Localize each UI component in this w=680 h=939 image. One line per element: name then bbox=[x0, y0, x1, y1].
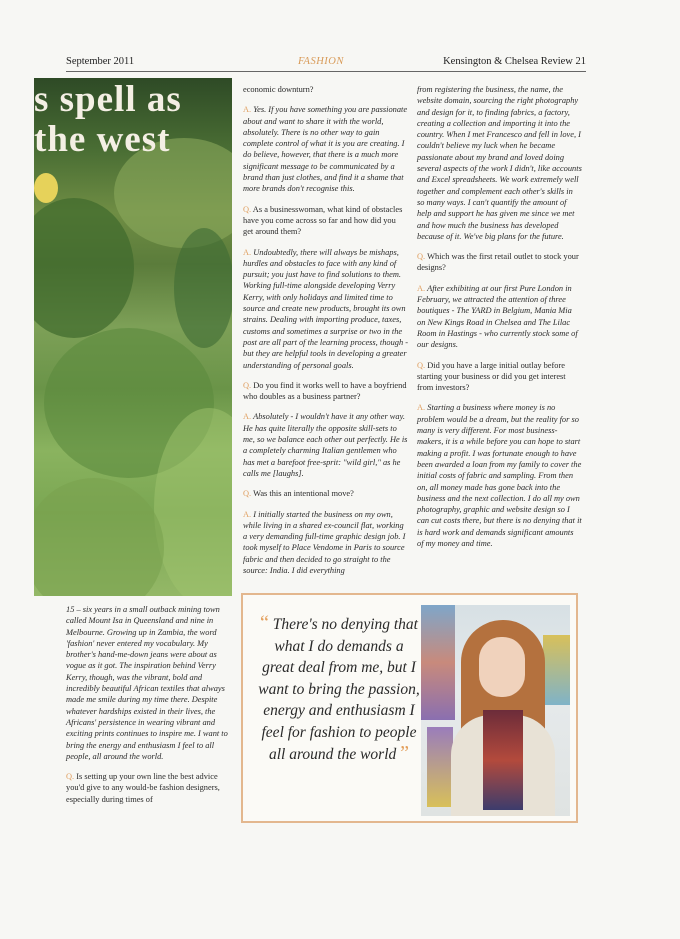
question-paragraph bbox=[417, 251, 582, 274]
question-text: Did you have a large initial outlay before starting your business or did you get interest from investors? bbox=[417, 360, 566, 393]
open-quote-mark: “ bbox=[259, 612, 269, 634]
artwork-right bbox=[543, 635, 570, 705]
answer-paragraph bbox=[243, 104, 408, 194]
answer-paragraph bbox=[243, 411, 408, 479]
pull-quote-text: There's no denying that what I do demands a great deal from me, but I want to bring the passion, energy and enthusiasm I feel for fashion to people all around the world bbox=[258, 616, 420, 763]
publication-page: Kensington & Chelsea Review 21 bbox=[443, 56, 586, 67]
face bbox=[479, 637, 525, 697]
question-marker: Q. bbox=[243, 489, 252, 499]
headline-line-2: the west bbox=[34, 119, 171, 160]
section-label: FASHION bbox=[298, 56, 344, 67]
question-marker: Q. bbox=[66, 772, 75, 782]
answer-marker: A. bbox=[243, 509, 252, 519]
question-text: As a businesswoman, what kind of obstacles have you come across so far and how did you get around them? bbox=[243, 204, 403, 237]
question-marker: Q. bbox=[243, 204, 252, 214]
question-paragraph bbox=[243, 380, 408, 403]
designer-portrait bbox=[421, 605, 570, 816]
answer-paragraph bbox=[417, 283, 582, 351]
question-marker: Q. bbox=[417, 252, 426, 262]
question-paragraph bbox=[243, 488, 408, 499]
paragraph: economic downturn? bbox=[243, 85, 314, 94]
answer-text: Starting a business where money is no problem would be a dream, but the reality for so many is very different. For most business-makers, it is a while before you can hope to start making a profit. I was fortunate enough to have been awarded a loan from my family to cover the initial costs of fabric and sampling. From then on, all money made has gone back into the business and the next collection. I do all my own photography, graphic and website design so I can cut costs there, but there is no denying that it is hard work and demands significant amounts of my money and time. bbox=[417, 403, 582, 548]
question-text: Which was the first retail outlet to stock your designs? bbox=[417, 252, 579, 273]
running-header bbox=[66, 56, 586, 70]
answer-paragraph bbox=[417, 402, 582, 549]
answer-marker: A. bbox=[243, 105, 252, 115]
article-column-1 bbox=[243, 84, 408, 585]
pull-quote bbox=[257, 613, 421, 766]
headline-line-1: s spell as bbox=[34, 79, 182, 120]
article-column-2 bbox=[417, 84, 582, 558]
answer-marker: A. bbox=[243, 412, 252, 422]
question-paragraph bbox=[66, 771, 228, 805]
headline bbox=[34, 80, 232, 160]
artwork-lower bbox=[427, 727, 453, 807]
answer-paragraph bbox=[243, 509, 408, 577]
answer-paragraph bbox=[243, 247, 408, 371]
question-text: Is setting up your own line the best advice you'd give to any would-be fashion designers, especially during times of bbox=[66, 772, 220, 804]
paragraph: 15 – six years in a small outback mining town called Mount Isa in Queensland and nine in Melbourne. Growing up in Zambia, the word 'fashion' never entered my vocabulary. My brother's hand-me-down jeans were about as vogue as it got. The inspiration behind Verry Kerry, though, was the vibrant, bold and incredibly beautiful African textiles that always made me smile during my time there. Despite whatever hardships existed in their lives, the Africans' persistence in wearing vibrant and exciting prints continues to inspire me. I want to bring the energy and enthusiasm I feel to all people, all around the world. bbox=[66, 605, 228, 761]
pull-quote-box bbox=[241, 593, 578, 823]
answer-text: Undoubtedly, there will always be mishaps, hurdles and obstacles to face with any kind of pursuit; you just have to find solutions to them. Working full-time alongside developing Verry Kerry, with only holidays and limited time to source and create new products, brought its own strains. Dealing with importing produce, taxes, customs and sometimes a surprise or two in the post are all part of the learning process, though - but they are helpful tools in developing a greater understanding of personal goals. bbox=[243, 247, 409, 370]
answer-marker: A. bbox=[417, 283, 426, 293]
answer-marker: A. bbox=[417, 403, 426, 413]
question-text: Was this an intentional move? bbox=[251, 489, 354, 499]
question-marker: Q. bbox=[243, 380, 252, 390]
question-text: Do you find it works well to have a boyfriend who doubles as a business partner? bbox=[243, 380, 407, 402]
close-quote-mark: ” bbox=[400, 742, 410, 764]
header-rule bbox=[66, 71, 586, 72]
answer-text: Absolutely - I wouldn't have it any other way. He has quite literally the opposite skill-sets to me, so we balance each other out perfectly. He is a completely charming Italian gentlemen who has met a barefoot free-sprit: "wild girl," as he calls me [laughs]. bbox=[243, 412, 408, 478]
question-marker: Q. bbox=[417, 360, 426, 370]
answer-text: I initially started the business on my own, while living in a shared ex-council flat, working a very demanding full-time graphic design job. I took myself to Place Vendome in Paris to source fabric and then decided to go straight to the source: India. I did everything bbox=[243, 509, 406, 575]
answer-text: After exhibiting at our first Pure London in February, we attracted the attention of three boutiques - The YARD in Belgium, Mania Mia on New Kings Road in Chelsea and The Lilac Room in Hastings - who currently stock some of our designs. bbox=[417, 283, 578, 350]
article-column-0 bbox=[66, 604, 228, 814]
scarf bbox=[483, 710, 523, 810]
answer-text: Yes. If you have something you are passionate about and want to share it with the world, absolutely. There is no other way to gain complete control of what it is you are creating. I do believe, however, that there is a much more significant message to be communicated by a brand than just clothes, and find it a shame that more brands don't recognise this. bbox=[243, 105, 408, 194]
artwork-left bbox=[421, 605, 455, 720]
paragraph: from registering the business, the name, the website domain, sourcing the right photography and design for it, to finding fabrics, a factory, creating a collection and importing it into the country. When I met Francesco and fell in love, I couldn't believe my luck when he became passionate about my brand and loved doing several aspects of the work I didn't, like accounts and Excel spreadsheets. We work extremely well together and complement each other's skills in so many ways. I can't quantify the amount of help and support he has given me since we met and how much the business has developed because of it. We've big plans for the future. bbox=[417, 85, 582, 241]
question-paragraph bbox=[417, 360, 582, 394]
issue-date: September 2011 bbox=[66, 56, 135, 67]
question-paragraph bbox=[243, 204, 408, 238]
answer-marker: A. bbox=[243, 247, 252, 257]
